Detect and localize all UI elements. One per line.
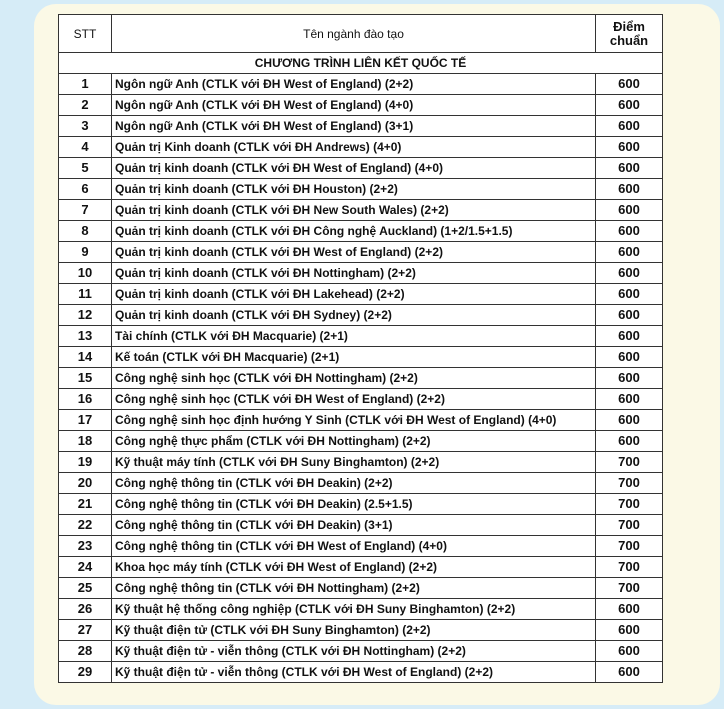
row-program-name: Kế toán (CTLK với ĐH Macquarie) (2+1) — [112, 347, 596, 368]
row-program-name: Quản trị kinh doanh (CTLK với ĐH Houston) (2+2) — [112, 179, 596, 200]
table-row — [59, 158, 663, 179]
row-stt: 29 — [59, 662, 112, 683]
row-score: 600 — [596, 368, 663, 389]
row-stt: 27 — [59, 620, 112, 641]
admission-scores-table — [58, 14, 663, 683]
row-stt: 9 — [59, 242, 112, 263]
row-stt: 13 — [59, 326, 112, 347]
row-program-name: Kỹ thuật điện tử - viễn thông (CTLK với ĐH West of England) (2+2) — [112, 662, 596, 683]
table-row — [59, 347, 663, 368]
row-score: 600 — [596, 221, 663, 242]
row-program-name: Ngôn ngữ Anh (CTLK với ĐH West of England) (2+2) — [112, 74, 596, 95]
row-score: 600 — [596, 389, 663, 410]
row-stt: 18 — [59, 431, 112, 452]
table-row — [59, 557, 663, 578]
table-row — [59, 116, 663, 137]
row-stt: 3 — [59, 116, 112, 137]
table-row — [59, 368, 663, 389]
row-program-name: Công nghệ sinh học (CTLK với ĐH West of England) (2+2) — [112, 389, 596, 410]
table-row — [59, 410, 663, 431]
table-row — [59, 74, 663, 95]
row-stt: 2 — [59, 95, 112, 116]
row-program-name: Tài chính (CTLK với ĐH Macquarie) (2+1) — [112, 326, 596, 347]
table-row — [59, 284, 663, 305]
row-program-name: Quản trị kinh doanh (CTLK với ĐH Công nghệ Auckland) (1+2/1.5+1.5) — [112, 221, 596, 242]
row-stt: 24 — [59, 557, 112, 578]
row-stt: 17 — [59, 410, 112, 431]
row-program-name: Quản trị kinh doanh (CTLK với ĐH Nottingham) (2+2) — [112, 263, 596, 284]
row-program-name: Quản trị kinh doanh (CTLK với ĐH West of England) (4+0) — [112, 158, 596, 179]
table-row — [59, 389, 663, 410]
table-row — [59, 662, 663, 683]
row-program-name: Ngôn ngữ Anh (CTLK với ĐH West of England) (3+1) — [112, 116, 596, 137]
row-stt: 1 — [59, 74, 112, 95]
row-score: 700 — [596, 473, 663, 494]
row-stt: 28 — [59, 641, 112, 662]
row-score: 600 — [596, 74, 663, 95]
row-program-name: Kỹ thuật điện tử - viễn thông (CTLK với ĐH Nottingham) (2+2) — [112, 641, 596, 662]
table-row — [59, 137, 663, 158]
row-score: 600 — [596, 137, 663, 158]
table-header-row — [59, 15, 663, 53]
row-stt: 22 — [59, 515, 112, 536]
row-stt: 4 — [59, 137, 112, 158]
row-program-name: Công nghệ thông tin (CTLK với ĐH Deakin) (2.5+1.5) — [112, 494, 596, 515]
row-score: 600 — [596, 116, 663, 137]
table-row — [59, 221, 663, 242]
row-score: 600 — [596, 431, 663, 452]
row-stt: 6 — [59, 179, 112, 200]
row-program-name: Quản trị Kinh doanh (CTLK với ĐH Andrews) (4+0) — [112, 137, 596, 158]
row-program-name: Khoa học máy tính (CTLK với ĐH West of England) (2+2) — [112, 557, 596, 578]
row-stt: 25 — [59, 578, 112, 599]
row-score: 600 — [596, 158, 663, 179]
row-stt: 14 — [59, 347, 112, 368]
table-row — [59, 473, 663, 494]
table-row — [59, 263, 663, 284]
row-score: 600 — [596, 95, 663, 116]
row-score: 600 — [596, 620, 663, 641]
row-stt: 26 — [59, 599, 112, 620]
row-program-name: Ngôn ngữ Anh (CTLK với ĐH West of England) (4+0) — [112, 95, 596, 116]
table-row — [59, 242, 663, 263]
header-program-name: Tên ngành đào tạo — [112, 15, 596, 53]
section-row — [59, 53, 663, 74]
row-stt: 10 — [59, 263, 112, 284]
row-score: 600 — [596, 662, 663, 683]
row-stt: 8 — [59, 221, 112, 242]
table-row — [59, 179, 663, 200]
table-row — [59, 515, 663, 536]
row-program-name: Quản trị kinh doanh (CTLK với ĐH West of England) (2+2) — [112, 242, 596, 263]
section-title: CHƯƠNG TRÌNH LIÊN KẾT QUỐC TẾ — [59, 53, 663, 74]
row-score: 600 — [596, 263, 663, 284]
row-program-name: Kỹ thuật hệ thống công nghiệp (CTLK với ĐH Suny Binghamton) (2+2) — [112, 599, 596, 620]
table-row — [59, 431, 663, 452]
row-program-name: Quản trị kinh doanh (CTLK với ĐH New South Wales) (2+2) — [112, 200, 596, 221]
row-program-name: Công nghệ thực phẩm (CTLK với ĐH Nottingham) (2+2) — [112, 431, 596, 452]
row-score: 700 — [596, 578, 663, 599]
table-row — [59, 200, 663, 221]
table-row — [59, 305, 663, 326]
row-stt: 7 — [59, 200, 112, 221]
row-score: 700 — [596, 557, 663, 578]
row-program-name: Kỹ thuật máy tính (CTLK với ĐH Suny Binghamton) (2+2) — [112, 452, 596, 473]
header-stt: STT — [59, 15, 112, 53]
row-program-name: Công nghệ thông tin (CTLK với ĐH Deakin) (3+1) — [112, 515, 596, 536]
row-stt: 12 — [59, 305, 112, 326]
table-row — [59, 326, 663, 347]
row-stt: 16 — [59, 389, 112, 410]
table-row — [59, 578, 663, 599]
table-row — [59, 641, 663, 662]
row-stt: 23 — [59, 536, 112, 557]
table-row — [59, 452, 663, 473]
row-program-name: Công nghệ sinh học định hướng Y Sinh (CTLK với ĐH West of England) (4+0) — [112, 410, 596, 431]
row-stt: 19 — [59, 452, 112, 473]
row-score: 600 — [596, 410, 663, 431]
row-score: 600 — [596, 179, 663, 200]
row-program-name: Quản trị kinh doanh (CTLK với ĐH Sydney) (2+2) — [112, 305, 596, 326]
table-row — [59, 599, 663, 620]
row-score: 700 — [596, 494, 663, 515]
row-program-name: Công nghệ thông tin (CTLK với ĐH West of England) (4+0) — [112, 536, 596, 557]
row-score: 700 — [596, 515, 663, 536]
row-stt: 21 — [59, 494, 112, 515]
row-score: 600 — [596, 305, 663, 326]
table-row — [59, 620, 663, 641]
row-score: 600 — [596, 347, 663, 368]
row-score: 600 — [596, 326, 663, 347]
row-score: 700 — [596, 536, 663, 557]
row-program-name: Công nghệ sinh học (CTLK với ĐH Nottingham) (2+2) — [112, 368, 596, 389]
row-stt: 20 — [59, 473, 112, 494]
row-score: 600 — [596, 599, 663, 620]
row-program-name: Kỹ thuật điện tử (CTLK với ĐH Suny Binghamton) (2+2) — [112, 620, 596, 641]
row-score: 600 — [596, 242, 663, 263]
row-score: 700 — [596, 452, 663, 473]
table-row — [59, 536, 663, 557]
row-score: 600 — [596, 284, 663, 305]
table-row — [59, 494, 663, 515]
row-stt: 5 — [59, 158, 112, 179]
header-score: Điểm chuẩn — [596, 15, 663, 53]
row-stt: 15 — [59, 368, 112, 389]
row-program-name: Công nghệ thông tin (CTLK với ĐH Deakin) (2+2) — [112, 473, 596, 494]
row-program-name: Quản trị kinh doanh (CTLK với ĐH Lakehead) (2+2) — [112, 284, 596, 305]
row-score: 600 — [596, 200, 663, 221]
row-score: 600 — [596, 641, 663, 662]
table-row — [59, 95, 663, 116]
row-program-name: Công nghệ thông tin (CTLK với ĐH Nottingham) (2+2) — [112, 578, 596, 599]
row-stt: 11 — [59, 284, 112, 305]
